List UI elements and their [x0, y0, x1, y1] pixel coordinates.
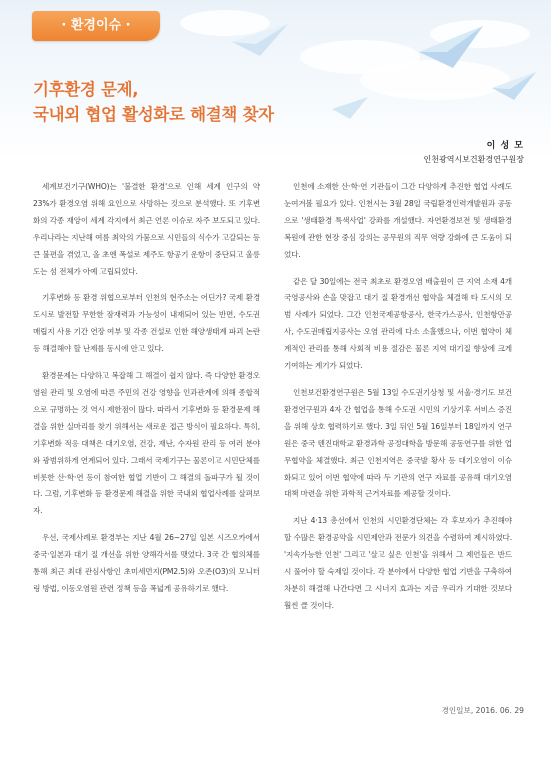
paragraph: 세계보건기구(WHO)는 '불결한 환경'으로 인해 세계 인구의 약 23%가 환경오염 위해 요인으로 사망하는 것으로 분석했다. 또 기후변화의 각종 재앙이 세계 각지에서 최근 언론 이슈로 자주 보도되고 있다. 우리나라는 지난해 여름 최악의 가뭄으로 시민들의 식수가 고갈되는 등 큰 불편을 겪었고, 올 초엔 폭설로 제주도 항공기 운항이 중단되고 울릉도는 섬 전체가 아예 고립되었다. [33, 182, 260, 276]
section-tag: · 환경이슈 · [32, 11, 160, 41]
paragraph: 인천에 소재한 산·학·연 기관들이 그간 다양하게 추진한 협업 사례도 눈여겨볼 필요가 있다. 인천시는 3월 28일 국립환경인력개발원과 공동으로 '생태환경 특색사업' 강좌를 개설했다. 자연환경보전 및 생태환경 복원에 관한 현장 중심 강의는 공무원의 직무 역량 강화에 큰 도움이 되었다. [284, 182, 512, 259]
paragraph: 같은 달 30일에는 전국 최초로 환경오염 배출원이 큰 지역 소재 4개 국영공사와 손을 맞잡고 대기 질 환경개선 협약을 체결해 타 도시의 모범 사례가 되었다. 그간 인천국제공항공사, 한국가스공사, 인천항만공사, 수도권매립지공사는 오염 관리에 다소 소홀했으나, 이번 협약이 체계적인 관리를 통해 사회적 비용 절감은 물론 지역 대기질 향상에 크게 기여하는 계기가 되었다. [284, 276, 512, 371]
paragraph: 기후변화 등 환경 위협으로부터 인천의 현주소는 어딘가? 국제 환경도시로 발전할 무한한 잠재력과 가능성이 내재되어 있는 반면, 수도권매립지 사용 기간 연장 여부 및 각종 건설로 인한 해양생태계 파괴 논란 등 해결해야 할 난제를 동시에 안고 있다. [33, 293, 260, 354]
paper-plane-icon [490, 70, 538, 102]
paragraph: 우선, 국제사례로 환경부는 지난 4월 26~27일 일본 시즈오카에서 중국·일본과 대기 질 개선을 위한 양해각서를 맺었다. 3국 간 협의체를 통해 최근 최대 관심사항인 초미세먼지(PM2.5)와 오존(O3)의 모니터링 방법, 이동오염원 관련 정책 등을 폭넓게 공유하기로 했다. [33, 533, 260, 593]
paragraph: 인천보건환경연구원은 5월 13일 수도권기상청 및 서울·경기도 보건환경연구원과 4자 간 협업을 통해 수도권 시민의 기상기후 서비스 증진을 위해 상호 협력하기로 했다. 3일 뒤인 5월 16일부터 18일까지 연구원은 중국 톈진대학교 환경과학 공정대학을 방문해 공동연구를 위한 업무협약을 체결했다. 최근 인천지역은 중국발 황사 등 대기오염이 이슈화되고 있어 이번 협약에 따라 두 기관의 연구 자료를 공유해 대기오염 대책 마련을 위한 과학적 근거자료를 제공할 것이다. [284, 387, 512, 499]
source-citation: 경인일보, 2016. 06. 29 [441, 706, 524, 715]
left-column [33, 179, 260, 598]
author-name: 이 성 모 [486, 141, 524, 151]
article-title [33, 77, 274, 127]
paragraph: 지난 4·13 총선에서 인천의 시민환경단체는 각 후보자가 추진해야 할 수많은 환경공약을 시민제안과 전문가 의견을 수렴하여 제시하였다. '지속가능한 인천' 그리고 '살고 싶은 인천'을 위해서 그 제언들은 반드시 풀어야 할 숙제일 것이다. 각 분야에서 다양한 협업 기반을 구축하여 차분히 해결해 나간다면 그 시너지 효과는 지금 우리가 기대한 것보다 훨씬 클 것이다. [284, 516, 512, 610]
paper-plane-icon [330, 95, 370, 121]
paper-plane-icon [415, 22, 485, 72]
paper-plane-icon [230, 20, 290, 60]
title-line-2: 국내외 협업 활성화로 해결책 찾자 [33, 105, 274, 124]
author-affiliation: 인천광역시보건환경연구원장 [423, 155, 524, 164]
paragraph: 환경문제는 다양하고 복잡해 그 해결이 쉽지 않다. 즉 다양한 환경오염원 관리 및 오염에 따른 주민의 건강 영향을 인과관계에 의해 종합적으로 규명하는 것 역시 제한점이 많다. 따라서 기후변화 등 환경문제 해결을 위한 실마리를 찾기 위해서는 새로운 접근 방식이 필요하다. 특히, 기후변화 적응 대책은 대기오염, 건강, 재난, 수자원 관리 등 여러 분야와 광범위하게 연계되어 있다. 그래서 국제기구는 물론이고 시민단체를 비롯한 산·학·연 등이 참여한 협업 기반이 그 해결의 돌파구가 될 것이다. 그럼, 기후변화 등 환경문제 해결을 위한 국내외 협업사례를 살펴보자. [33, 371, 260, 516]
byline [424, 140, 524, 166]
right-column [284, 179, 512, 615]
title-line-1: 기후환경 문제, [33, 80, 139, 99]
